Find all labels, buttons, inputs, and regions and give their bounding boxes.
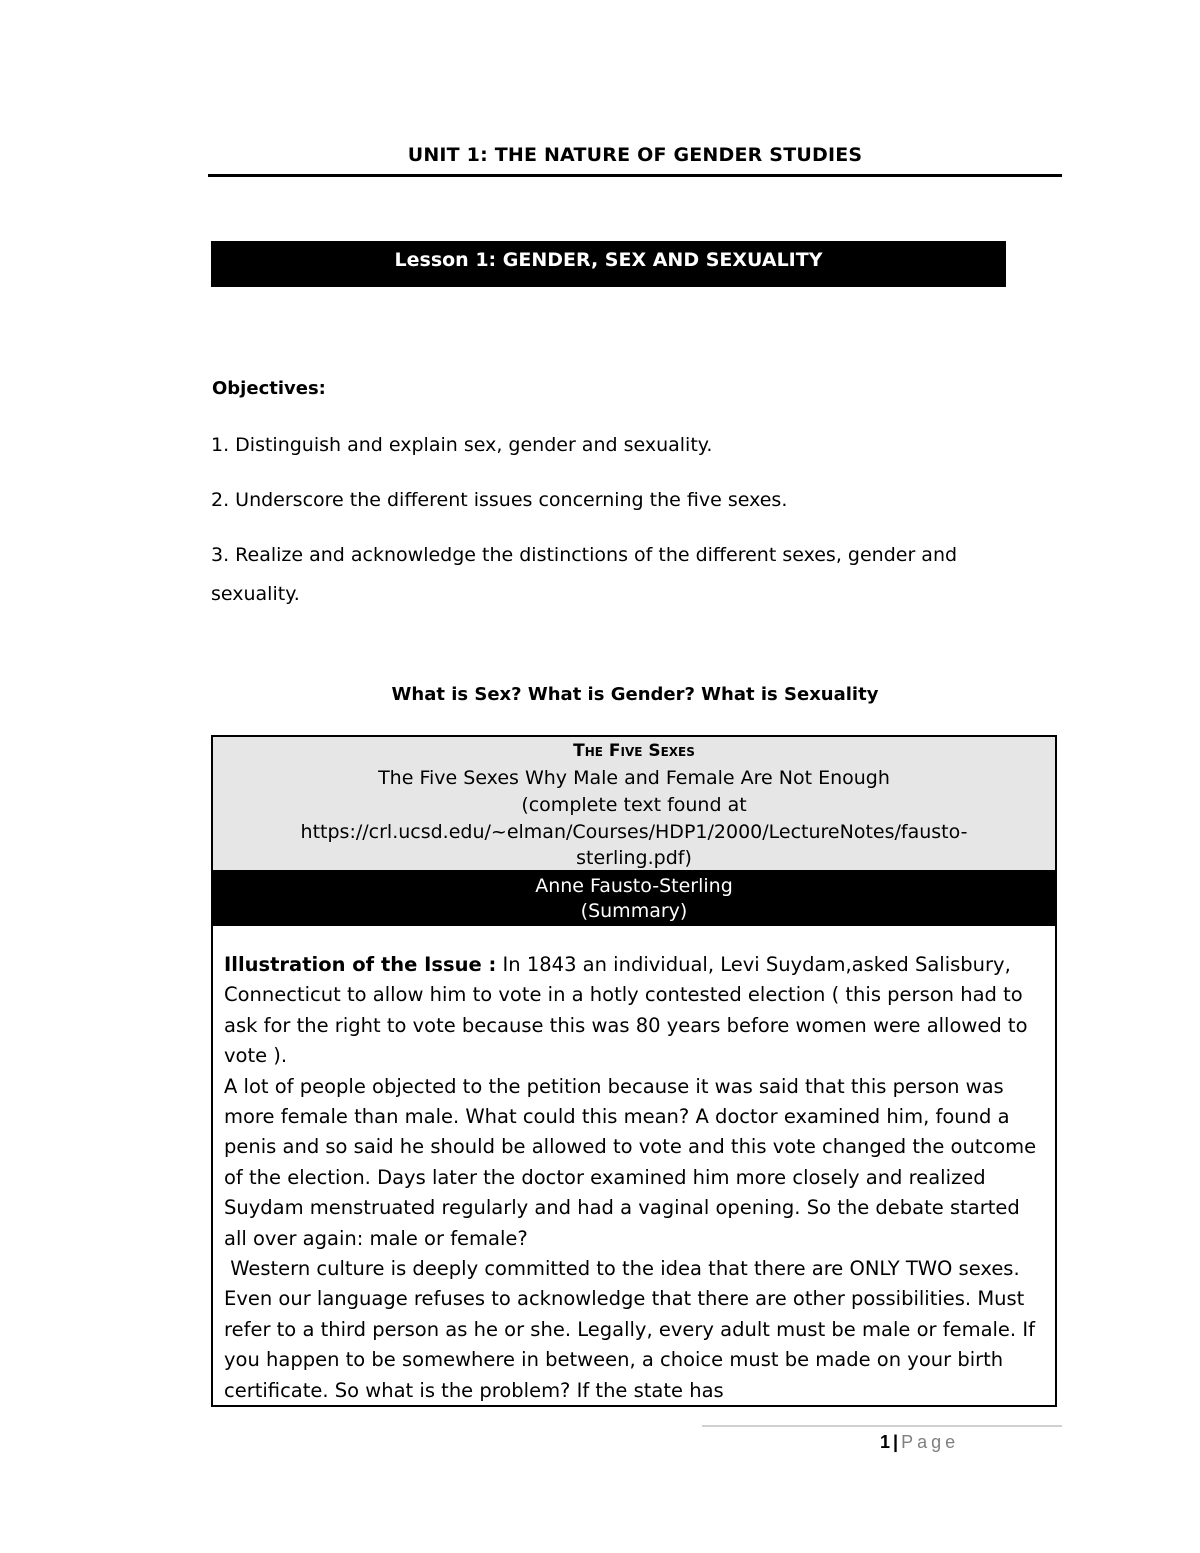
- footer-divider: [702, 1425, 1062, 1427]
- page-number: 1: [880, 1432, 891, 1452]
- page-label: Page: [901, 1432, 960, 1452]
- unit-title: UNIT 1: THE NATURE OF GENDER STUDIES: [407, 144, 863, 166]
- summary-paragraph-1-text: In 1843 an individual, Levi Suydam,asked Salisbury, Connecticut to allow him to vote in a hotly contested election ( this person had to ask for the right to vote because this was 80 years before women were allowed to vote ).: [224, 953, 1028, 1068]
- summary-box: [211, 735, 1057, 1407]
- summary-paragraph-2: A lot of people objected to the petition because it was said that this person was more female than male. What could this mean? A doctor examined him, found a penis and so said he should be allowed to vote and this vote changed the outcome of the election. Days later the doctor examined him more closely and realized Suydam menstruated regularly and had a vaginal opening. So the debate started all over again: male or female?: [224, 1074, 1037, 1250]
- section-heading: What is Sex? What is Gender? What is Sexuality: [391, 684, 879, 705]
- source-url-line-1: https://crl.ucsd.edu/~elman/Courses/HDP1/2000/LectureNotes/fausto-: [300, 821, 968, 843]
- summary-body: [213, 926, 1055, 1406]
- source-note-line-1: (complete text found at: [521, 794, 747, 816]
- footer-separator: |: [893, 1432, 899, 1452]
- objectives-heading: Objectives:: [212, 378, 326, 399]
- unit-title-underline: [208, 174, 1062, 177]
- illustration-label: Illustration of the Issue :: [224, 953, 497, 976]
- summary-paragraph-1: [224, 950, 1045, 1072]
- author-note: (Summary): [580, 900, 688, 922]
- lesson-title-bar: Lesson 1: GENDER, SEX AND SEXUALITY: [211, 241, 1006, 287]
- source-url-line-2: sterling.pdf): [576, 847, 692, 869]
- summary-box-title: The Five Sexes: [573, 741, 695, 761]
- author-bar: [213, 870, 1055, 926]
- author-name: Anne Fausto-Sterling: [535, 875, 733, 897]
- summary-box-subtitle: The Five Sexes Why Male and Female Are Not Enough: [378, 767, 890, 789]
- objective-item-3: 3. Realize and acknowledge the distinctions of the different sexes, gender and sexuality.: [211, 544, 958, 605]
- summary-box-header: [213, 737, 1055, 870]
- summary-paragraph-3: Western culture is deeply committed to the idea that there are ONLY TWO sexes. Even our language refuses to acknowledge that there are other possibilities. Must refer to a third person as he or she. Legally, every adult must be male or female. If you happen to be somewhere in between, a choice must be made on your birth certificate. So what is the problem? If the state has: [224, 1257, 1042, 1402]
- objective-item-1: 1. Distinguish and explain sex, gender and sexuality.: [211, 434, 713, 456]
- objective-item-2: 2. Underscore the different issues concerning the five sexes.: [211, 489, 788, 511]
- page-footer: [880, 1432, 1060, 1453]
